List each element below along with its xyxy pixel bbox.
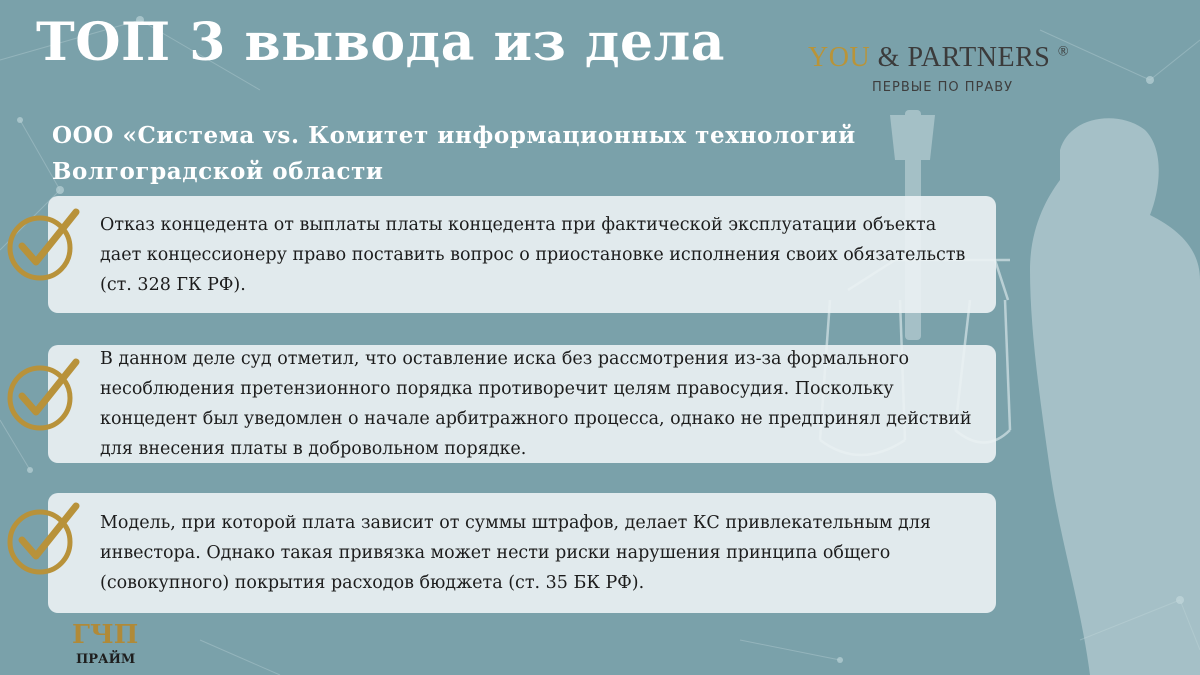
- point-card-1: [48, 196, 996, 313]
- point-text-3: Модель, при которой плата зависит от суммы штрафов, делает КС привлекательным для инвестора. Однако такая привязка может нести риски нарушения принципа общего (совокупного) покрытия расходов бюджета (ст. 35 БК РФ).: [100, 513, 931, 593]
- case-title: ООО «Система vs. Комитет информационных технологий Волгоградской области: [52, 122, 856, 185]
- brand-tagline: ПЕРВЫЕ ПО ПРАВУ: [872, 80, 1014, 95]
- registered-mark: ®: [1057, 44, 1069, 60]
- gchp-logo-sub: ПРАЙМ: [76, 652, 136, 667]
- checkmark-icon: [4, 500, 80, 576]
- brand-wordmark: [808, 42, 1128, 74]
- checkmark-icon: [4, 356, 80, 432]
- point-card-3: [48, 493, 996, 613]
- gchp-logo-main: ГЧП: [72, 620, 139, 650]
- brand-partners: PARTNERS: [907, 42, 1051, 73]
- checkmark-icon: [4, 206, 80, 282]
- brand-amp: &: [877, 42, 900, 73]
- point-text-2: В данном деле суд отметил, что оставление иска без рассмотрения из-за формального несоблюдения претензионного порядка противоречит целям правосудия. Поскольку концедент был уведомлен о начале арбитражного процесса, однако не предпринял действий для внесения платы в добровольном порядке.: [100, 349, 972, 459]
- point-text-1: Отказ концедента от выплаты платы концедента при фактической эксплуатации объекта дает концессионеру право поставить вопрос о приостановке исполнения своих обязательств (ст. 328 ГК РФ).: [100, 214, 966, 295]
- brand-you: YOU: [808, 42, 871, 73]
- point-card-2: [48, 345, 996, 463]
- brand-logo: [808, 42, 1128, 95]
- slide-title: ТОП 3 вывода из дела: [36, 12, 725, 73]
- gchp-prime-logo: [72, 622, 138, 667]
